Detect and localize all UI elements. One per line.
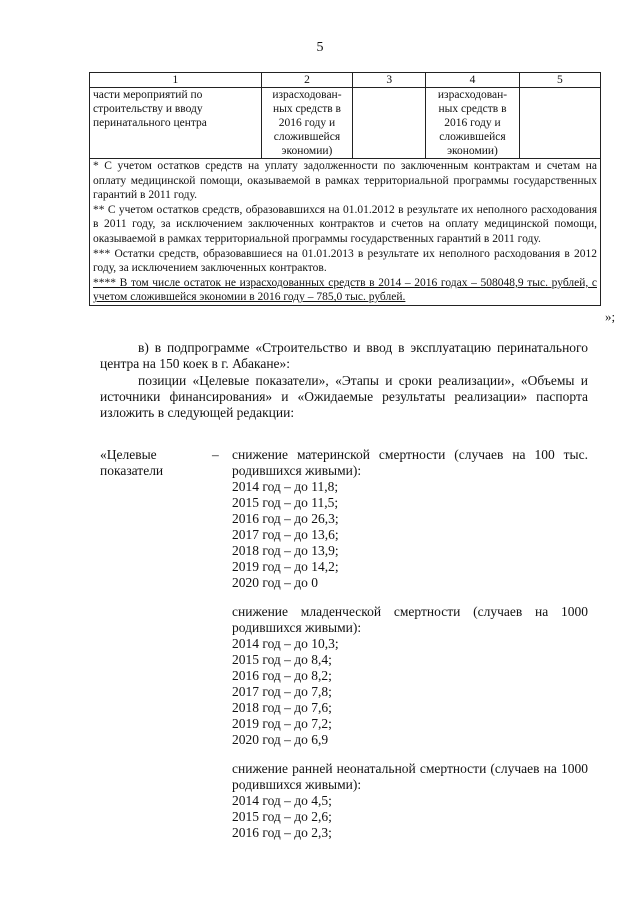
indicator-early-neonatal-mortality (232, 761, 588, 841)
indicator-line: 2016 год – до 2,3; (232, 825, 332, 840)
indicator-title: снижение ранней неонатальной смертности (случаев на 1000 родившихся живыми): (232, 761, 588, 792)
note-2: ** С учетом остатков средств, образовавшихся на 01.01.2012 в результате их неполного расходования в 2011 году, за исключением заключенных контрактов и счетов на оплату медицинской помощи, оказываемой в рамках территориальной программы государственных гарантий в 2011 году. (93, 203, 597, 245)
row-cell-1: части мероприятий по строительству и вводу перинатального центра (90, 88, 262, 159)
indicator-line: 2020 год – до 0 (232, 575, 319, 590)
row-cell-2: израсходован-ных средств в 2016 году и сложившейся экономии) (261, 88, 353, 159)
indicator-maternal-mortality (232, 447, 588, 591)
indicator-line: 2020 год – до 6,9 (232, 732, 329, 747)
label-dash: – (212, 447, 219, 462)
indicator-line: 2019 год – до 7,2; (232, 716, 332, 731)
notes-cell (90, 159, 601, 306)
indicator-line: 2017 год – до 7,8; (232, 684, 332, 699)
note-3: *** Остатки средств, образовавшиеся на 01.01.2013 в результате их неполного расходования в 2012 году, за исключением заключенных контрактов. (93, 247, 597, 275)
indicator-line: 2015 год – до 2,6; (232, 809, 332, 824)
note-1: * С учетом остатков средств на уплату задолженности по заключенным контрактам и счетам на оплату медицинской помощи, оказываемой в рамках территориальной программы государственных гарантий в 2011 году. (93, 160, 597, 202)
indicator-line: 2016 год – до 8,2; (232, 668, 332, 683)
indicator-line: 2016 год – до 26,3; (232, 511, 339, 526)
row-cell-4: израсходован-ных средств в 2016 году и сложившейся экономии) (426, 88, 520, 159)
note-4: **** В том числе остаток не израсходованных средств в 2014 – 2016 годах – 508048,9 тыс. рублей, с учетом сложившейся экономии в 2016 году – 785,0 тыс. рублей. (93, 276, 597, 304)
paragraph-positions: позиции «Целевые показатели», «Этапы и сроки реализации», «Объемы и источники финансирования» и «Ожидаемые результаты реализации» паспорта изложить в следующей редакции: (100, 373, 588, 420)
indicator-line: 2015 год – до 11,5; (232, 495, 339, 510)
indicator-line: 2018 год – до 7,6; (232, 700, 332, 715)
indicator-infant-mortality (232, 604, 588, 748)
row-cell-5 (519, 88, 600, 159)
row-cell-3 (353, 88, 426, 159)
indicator-line: 2014 год – до 4,5; (232, 793, 332, 808)
indicator-line: 2014 год – до 11,8; (232, 479, 339, 494)
notes-row (90, 159, 601, 306)
indicator-line: 2017 год – до 13,6; (232, 527, 339, 542)
indicator-line: 2018 год – до 13,9; (232, 543, 339, 558)
paragraph-b: в) в подпрограмме «Строительство и ввод в эксплуатацию перинатального центра на 150 коек в г. Абакане»: (100, 340, 588, 371)
indicator-line: 2019 год – до 14,2; (232, 559, 339, 574)
header-col-2: 2 (261, 73, 353, 88)
header-col-5: 5 (519, 73, 600, 88)
table-row (90, 88, 601, 159)
header-col-3: 3 (353, 73, 426, 88)
indicator-title: снижение младенческой смертности (случаев на 1000 родившихся живыми): (232, 604, 588, 635)
header-col-4: 4 (426, 73, 520, 88)
label-target-indicators: «Целевые показатели (100, 447, 164, 478)
header-col-1: 1 (90, 73, 262, 88)
indicator-line: 2014 год – до 10,3; (232, 636, 339, 651)
page-number: 5 (316, 40, 324, 55)
closing-quote: »; (605, 309, 616, 324)
indicator-line: 2015 год – до 8,4; (232, 652, 332, 667)
table-header-row (90, 73, 601, 88)
indicator-title: снижение материнской смертности (случаев на 100 тыс. родившихся живыми): (232, 447, 588, 478)
financing-table (89, 72, 601, 306)
